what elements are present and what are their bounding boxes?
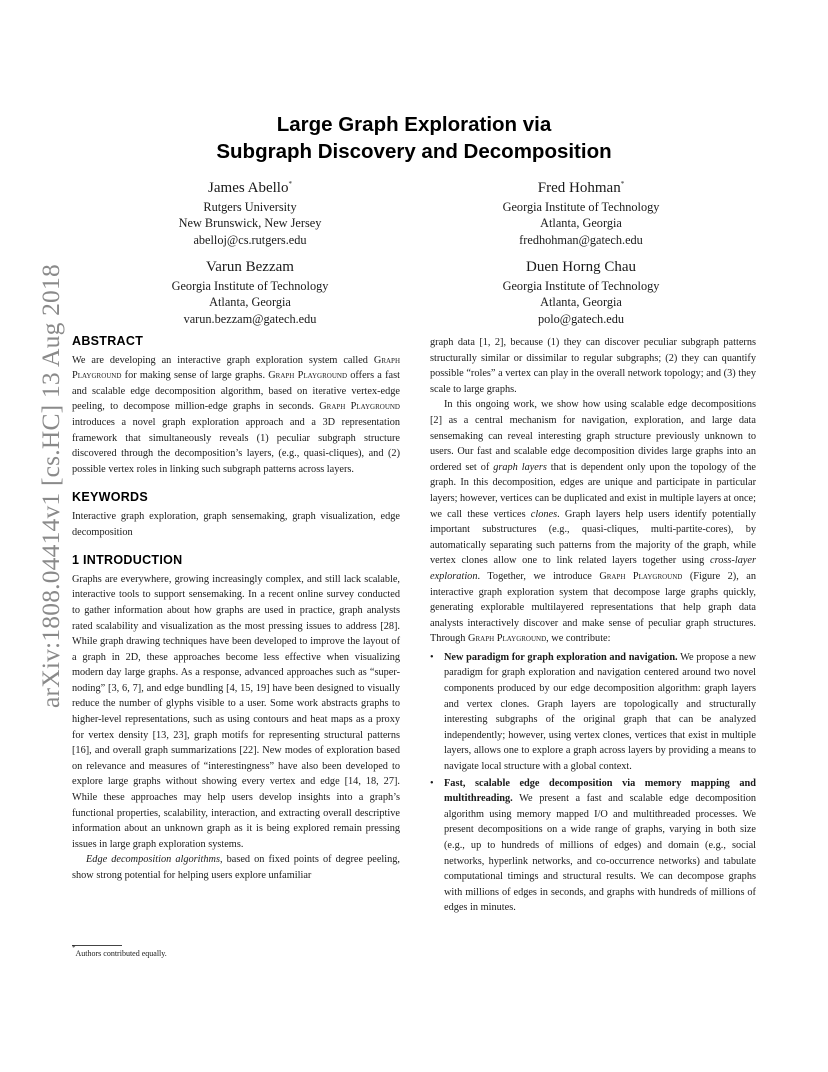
author-name: Varun Bezzam (206, 259, 294, 275)
body-paragraph: graph data [1, 2], because (1) they can discover peculiar subgraph patterns structurally similar or dissimilar to regular subgraphs; (2) they can quantify possible “roles” a vertex can play in the overall network topology; and (3) they scale to large graphs. (430, 337, 756, 395)
arxiv-identifier: arXiv:1808.04414v1 [cs.HC] 13 Aug 2018 (36, 264, 65, 708)
abstract-heading: ABSTRACT (72, 334, 144, 348)
author-email: fredhohman@gatech.edu (519, 232, 643, 247)
author-location: Atlanta, Georgia (540, 295, 622, 310)
contribution-bullet: • Fast, scalable edge decomposition via memory mapping and multithreading. We present a fast and scalable edge decomposition algorithm using memory mapped I/O and multithreaded processes. We present decompositions on a wide range of graphs, varying in both size (e.g., up to hundreds of millions of edges) and domain (e.g., social networks, hyperlink networks, and co-occurrence networks) and tabulate computational timings and structural results. We can decompose graphs with millions of edges in seconds, and graphs with hundreds of millions of edges in minutes. (430, 776, 756, 916)
footnote: *Authors contributed equally. (72, 944, 167, 958)
equal-contribution-mark: * (288, 180, 292, 188)
left-column (72, 334, 400, 884)
introduction-heading: 1 INTRODUCTION (72, 553, 183, 568)
equal-contribution-mark: * (620, 180, 625, 188)
body-paragraph: In this ongoing work, we show how using scalable edge decompositions [2] as a central mechanism for navigation, exploration, and large data sensemaking can reveal interesting graph structure previously unknown to users. Our fast and scalable edge decomposition divides large graphs into an ordered set of graph layers that is dependent only upon the topology of the graph. In this decomposition, edges are unique and participate in particular layers; however, vertices can be duplicated and exist in multiple layers at once; we call these vertices clones. Graph layers help users identify potentially important substructures (e.g., quasi-cliques, multi-partite-cores), by automatically separating such patterns from the majority of the graph, while vertex clones allow one to link related layers together using cross-layer exploration. Together, we introduce Graph Playground (Figure 2), an interactive graph exploration system that decompose large graphs quickly, generating explorable multilayered representations that help graph data analysts interactively discover and make sense of peculiar graph structures. Through Graph Playground, we contribute: (430, 399, 756, 645)
abstract-text: We are developing an interactive graph exploration system called Graph Playground for making sense of large graphs. Graph Playground offers a fast and scalable edge decomposition algorithm, based on iterative vertex-edge peeling, to decompose million-edge graphs in seconds. Graph Playground introduces a novel graph exploration approach and a 3D representation framework that simultaneously reveals (1) peculiar subgraph structure discovered through the decomposition’s layers, (e.g., quasi-cliques), and (2) possible vertex roles in linking such subgraph patterns across layers. (72, 354, 400, 475)
title-line-1: Large Graph Exploration via (276, 113, 552, 136)
author-location: New Brunswick, New Jersey (178, 216, 322, 231)
author-email: abelloj@cs.rutgers.edu (193, 232, 307, 247)
introduction-paragraph: Edge decomposition algorithms, based on fixed points of degree peeling, show strong potential for helping users explore unfamiliar (72, 854, 400, 881)
author-location: Atlanta, Georgia (540, 216, 622, 231)
author-name: Duen Horng Chau (526, 259, 636, 275)
author-block (80, 178, 420, 248)
author-email: varun.bezzam@gatech.edu (183, 311, 317, 326)
author-affiliation: Georgia Institute of Technology (171, 279, 329, 293)
author-affiliation: Georgia Institute of Technology (502, 279, 660, 293)
paper-title (0, 111, 828, 165)
right-column (430, 335, 756, 916)
title-line-2: Subgraph Discovery and Decomposition (216, 140, 612, 163)
author-block (80, 257, 420, 327)
author-block (411, 257, 751, 327)
author-email: polo@gatech.edu (537, 311, 625, 326)
author-affiliation: Georgia Institute of Technology (502, 200, 660, 214)
author-block (411, 178, 751, 248)
keywords-heading: KEYWORDS (72, 490, 149, 505)
author-name: James Abello (208, 180, 289, 196)
contribution-bullet: • New paradigm for graph exploration and navigation. We propose a new paradigm for graph exploration and navigation centered around two novel components produced by our edge decomposition algorithm: graph layers and vertex clones. Graph layers are topologically and structurally interesting subgraphs of the original graph that can be analyzed independently; however, using vertex clones, vertices that exist in multiple layers, allows one to explore a graph across layers by providing a means to navigate local structure with a global context. (430, 650, 756, 775)
keywords-text: Interactive graph exploration, graph sensemaking, graph visualization, edge decomposition (72, 510, 400, 538)
introduction-paragraph: Graphs are everywhere, growing increasingly complex, and still lack scalable, interactive tools to support sensemaking. In a recent online survey conducted to gather information about how graphs are used in practice, graph analysts rated scalability and visualization as the most pressing issues to address [28]. While graph drawing techniques have been developed to improve the layout of a graph in 2D, these approaches become less effective when visualizing modern day large graphs. As a response, advanced approaches such as “super-noding” [3, 6, 7], and edge bundling [4, 15, 19] have been designed to visually reduce the number of glyphs visible to a user. Some work abstracts graphs to higher-level representations, such as using contours and heat maps as a proxy for vertex density [13, 23], graph motifs for representing structural patterns [16], and overall graph summarizations [22]. New modes of exploration based on relevance and measures of “interestingness” have also been developed to explore large graphs without showing every vertex and edge [14, 18, 27]. While these approaches may help users develop insights into a graph’s functional properties, scalability, interaction, and extracting overall descriptive information about an unknown graph as it is being explored remain pressing issues in large graph exploration systems. (72, 573, 400, 850)
author-affiliation: Rutgers University (203, 200, 297, 214)
author-name: Fred Hohman (537, 180, 621, 196)
footnote-rule (72, 945, 122, 946)
author-location: Atlanta, Georgia (209, 295, 291, 310)
